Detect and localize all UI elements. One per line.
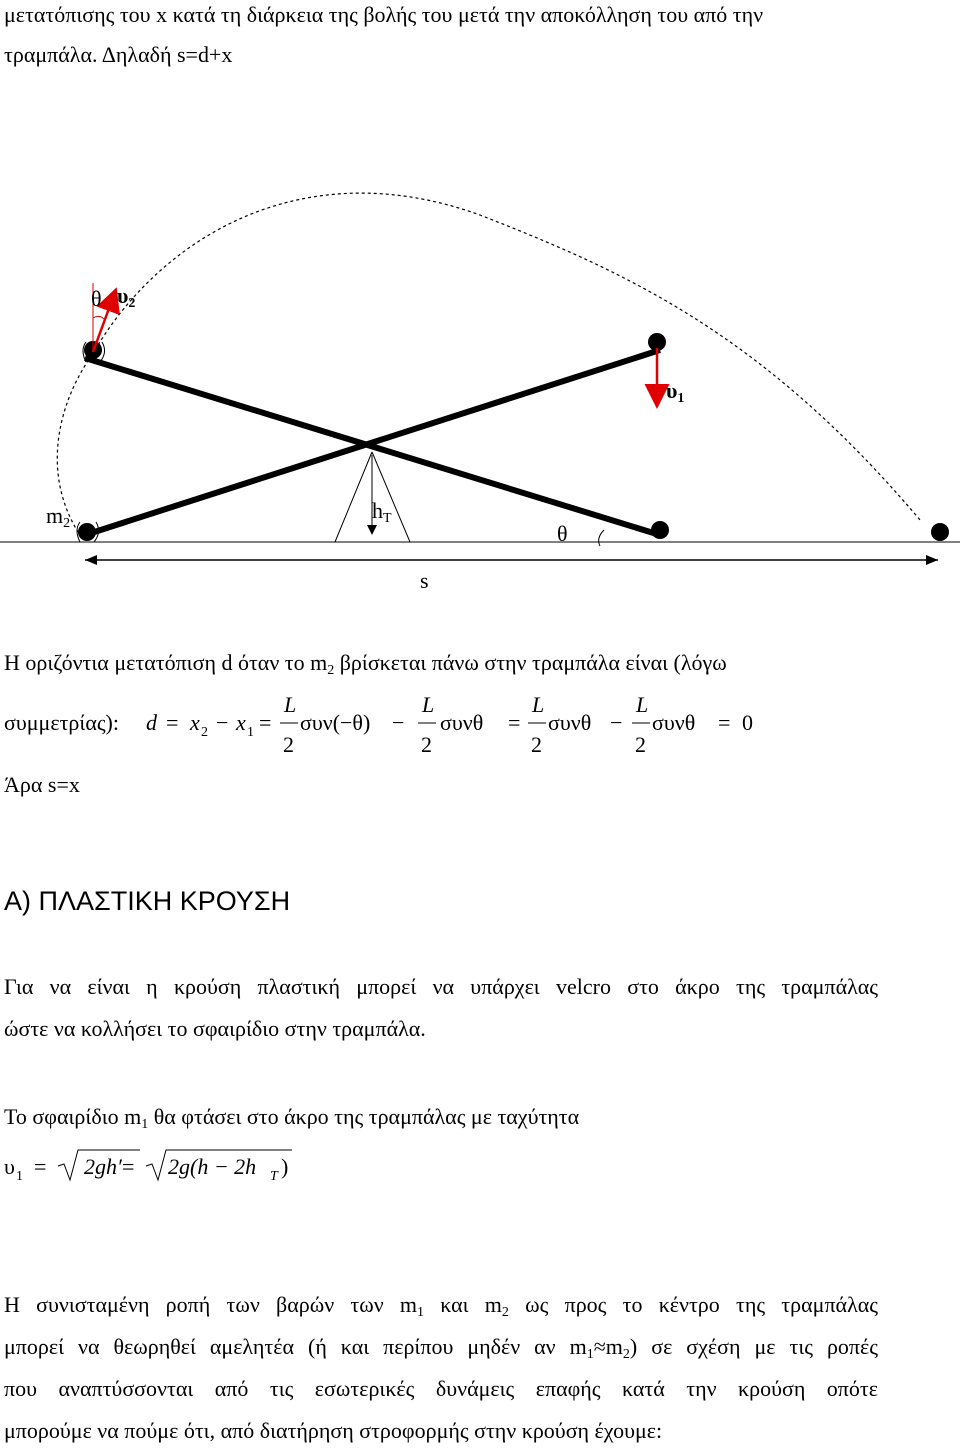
paragraph-torque-line-2: μπορεί να θεωρηθεί αμελητέα (ή και περίπου μηδέν αν $m_1\approx m_2$) σε σχέση με τις ροπές (4, 1334, 878, 1362)
paragraph-torque-line-1: Η συνισταμένη ροπή των βαρών των $m_1$ και $m_2$ ως προς το κέντρο της τραμπάλας (4, 1292, 878, 1320)
svg-text:συνθ: συνθ (652, 710, 696, 735)
svg-text:2: 2 (283, 732, 294, 757)
svg-text:υ: υ (4, 1154, 15, 1179)
svg-text:0: 0 (742, 710, 753, 735)
svg-text:=: = (718, 710, 731, 735)
equation-symmetry (0, 690, 960, 770)
paragraph-ball-velocity: Το σφαιρίδιο $m_1$ θα φτάσει στο άκρο της τραμπάλας με ταχύτητα (4, 1104, 580, 1132)
intro-line-1: μετατόπισης του x κατά τη διάρκεια της βολής του μετά την αποκόλληση του από την (4, 2, 764, 27)
svg-text:1: 1 (16, 1169, 23, 1184)
label-theta-bottom: θ (557, 521, 568, 546)
svg-text:2: 2 (421, 732, 432, 757)
svg-text:=: = (34, 1154, 47, 1179)
paragraph-velcro-line-2: ώστε να κολλήσει το σφαιρίδιο στην τραμπάλα. (4, 1016, 426, 1041)
svg-text:συν(−θ): συν(−θ) (300, 710, 371, 735)
s-dimension-arrow-right (926, 555, 938, 565)
svg-text:−: − (392, 710, 405, 735)
svg-text:συμμετρίας):: συμμετρίας): (4, 710, 119, 735)
theta-arc-bottom (599, 530, 604, 546)
svg-text:L: L (422, 692, 435, 717)
svg-text:d: d (146, 710, 157, 735)
label-m2: m2 (46, 503, 71, 531)
svg-text:2gh′: 2gh′ (84, 1154, 122, 1179)
svg-text:=: = (122, 1154, 135, 1179)
svg-text:συνθ: συνθ (548, 710, 592, 735)
label-v2: υ2 (117, 283, 136, 311)
paragraph-torque-line-4: μπορούμε να πούμε ότι, από διατήρηση στροφορμής στην κρούση έχουμε: (4, 1418, 663, 1443)
conclusion-s-equals-x: Άρα s=x (4, 772, 80, 797)
svg-text:L: L (532, 692, 545, 717)
svg-text:−: − (216, 710, 229, 735)
svg-text:=: = (166, 710, 179, 735)
svg-text:2: 2 (531, 732, 542, 757)
svg-text:=: = (259, 710, 272, 735)
label-s: s (420, 568, 429, 593)
s-dimension-arrow-left (85, 555, 97, 565)
svg-text:−: − (610, 710, 623, 735)
paragraph-horizontal-displacement: Η οριζόντια μετατόπιση d όταν το $m_2$ βρίσκεται πάνω στην τραμπάλα είναι (λόγω (4, 650, 727, 678)
label-v1: υ1 (666, 378, 685, 406)
svg-text:x: x (236, 710, 246, 735)
svg-text:): ) (281, 1154, 289, 1179)
seesaw-figure (0, 0, 960, 600)
svg-text:συνθ: συνθ (440, 710, 484, 735)
svg-text:x: x (190, 710, 200, 735)
svg-text:=: = (508, 710, 521, 735)
ball-m2-bottom (78, 523, 96, 541)
equation-velocity (0, 1144, 960, 1194)
svg-text:2: 2 (201, 725, 208, 740)
ball-landing (931, 523, 949, 541)
svg-text:L: L (284, 692, 297, 717)
trajectory-dashed-path (95, 193, 920, 520)
label-hT: hT (372, 498, 392, 526)
ball-m1-bottom (651, 521, 669, 539)
section-heading-plastic-collision: Α) ΠΛΑΣΤΙΚΗ ΚΡΟΥΣΗ (4, 886, 291, 916)
svg-text:2: 2 (635, 732, 646, 757)
paragraph-velcro-line-1: Για να είναι η κρούση πλαστική μπορεί να υπάρχει velcro στο άκρο της τραμπάλας (4, 974, 878, 999)
paragraph-torque-line-3: που αναπτύσσονται από τις εσωτερικές δυνάμεις επαφής κατά την κρούση οπότε (4, 1376, 878, 1401)
intro-line-2: τραμπάλα. Δηλαδή s=d+x (4, 42, 233, 67)
label-theta-top: θ (91, 286, 102, 311)
svg-text:L: L (636, 692, 649, 717)
v2-angle-arc (93, 316, 105, 320)
svg-text:2g(h − 2h: 2g(h − 2h (168, 1154, 257, 1179)
svg-text:T: T (270, 1169, 278, 1184)
svg-text:1: 1 (247, 725, 254, 740)
